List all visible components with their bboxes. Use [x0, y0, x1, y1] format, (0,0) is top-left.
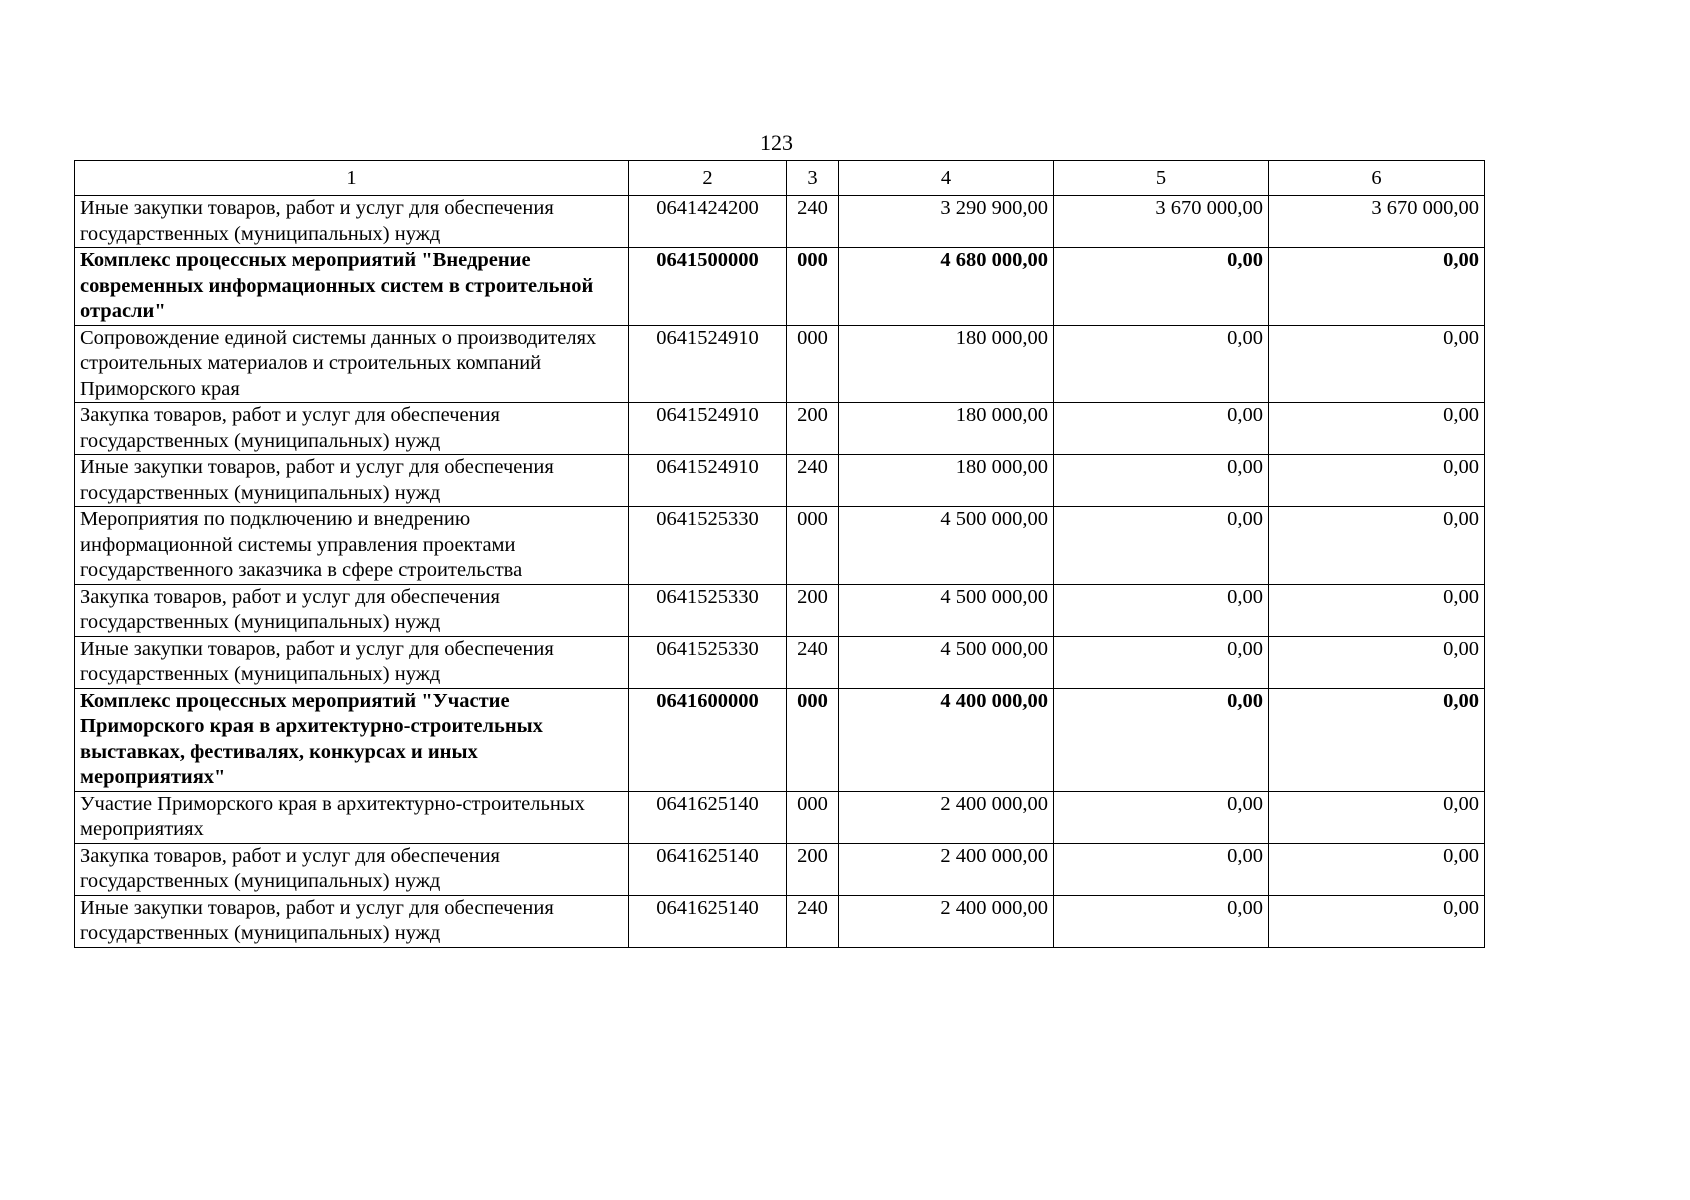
row-value-col4: 4 500 000,00: [839, 507, 1054, 585]
row-name: Сопровождение единой системы данных о производителях строительных материалов и строительных компаний Приморского края: [75, 325, 629, 403]
row-value-col4: 2 400 000,00: [839, 843, 1054, 895]
row-value-col5: 0,00: [1054, 455, 1269, 507]
row-name: Иные закупки товаров, работ и услуг для обеспечения государственных (муниципальных) нужд: [75, 455, 629, 507]
column-header-3: 3: [787, 161, 839, 196]
column-header-1: 1: [75, 161, 629, 196]
row-value-col5: 0,00: [1054, 403, 1269, 455]
row-value-col4: 4 500 000,00: [839, 584, 1054, 636]
row-value-col4: 4 500 000,00: [839, 636, 1054, 688]
row-expense-type: 240: [787, 895, 839, 947]
table-row: [75, 843, 1485, 895]
table-row: [75, 248, 1485, 326]
row-target-code: 0641424200: [629, 196, 787, 248]
row-value-col6: 0,00: [1269, 584, 1485, 636]
row-expense-type: 200: [787, 584, 839, 636]
row-value-col4: 4 680 000,00: [839, 248, 1054, 326]
row-target-code: 0641525330: [629, 584, 787, 636]
table-row: [75, 507, 1485, 585]
row-name: Комплекс процессных мероприятий "Участие Приморского края в архитектурно-строительных выставках, фестивалях, конкурсах и иных мероприятиях": [75, 688, 629, 791]
row-value-col6: 0,00: [1269, 325, 1485, 403]
row-value-col6: 0,00: [1269, 636, 1485, 688]
row-target-code: 0641524910: [629, 403, 787, 455]
budget-table: [74, 160, 1485, 948]
row-target-code: 0641625140: [629, 791, 787, 843]
row-target-code: 0641524910: [629, 455, 787, 507]
row-target-code: 0641625140: [629, 895, 787, 947]
row-value-col6: 0,00: [1269, 791, 1485, 843]
row-expense-type: 240: [787, 636, 839, 688]
table-row: [75, 791, 1485, 843]
row-expense-type: 000: [787, 791, 839, 843]
row-name: Участие Приморского края в архитектурно-строительных мероприятиях: [75, 791, 629, 843]
row-value-col4: 180 000,00: [839, 325, 1054, 403]
table-row: [75, 584, 1485, 636]
row-target-code: 0641600000: [629, 688, 787, 791]
row-value-col6: 0,00: [1269, 507, 1485, 585]
row-value-col6: 0,00: [1269, 455, 1485, 507]
row-value-col4: 3 290 900,00: [839, 196, 1054, 248]
row-value-col4: 180 000,00: [839, 403, 1054, 455]
table-row: [75, 895, 1485, 947]
row-value-col5: 0,00: [1054, 248, 1269, 326]
row-name: Закупка товаров, работ и услуг для обеспечения государственных (муниципальных) нужд: [75, 843, 629, 895]
row-value-col6: 0,00: [1269, 895, 1485, 947]
row-expense-type: 000: [787, 325, 839, 403]
row-value-col5: 0,00: [1054, 895, 1269, 947]
row-value-col5: 0,00: [1054, 688, 1269, 791]
row-target-code: 0641525330: [629, 507, 787, 585]
row-value-col6: 0,00: [1269, 688, 1485, 791]
column-header-2: 2: [629, 161, 787, 196]
table-body: [75, 196, 1485, 948]
page-number: 123: [760, 130, 793, 155]
row-value-col6: 0,00: [1269, 248, 1485, 326]
row-target-code: 0641625140: [629, 843, 787, 895]
row-name: Иные закупки товаров, работ и услуг для обеспечения государственных (муниципальных) нужд: [75, 196, 629, 248]
table-row: [75, 196, 1485, 248]
row-value-col5: 3 670 000,00: [1054, 196, 1269, 248]
row-value-col4: 180 000,00: [839, 455, 1054, 507]
row-name: Иные закупки товаров, работ и услуг для обеспечения государственных (муниципальных) нужд: [75, 895, 629, 947]
row-value-col5: 0,00: [1054, 636, 1269, 688]
row-name: Мероприятия по подключению и внедрению информационной системы управления проектами государственного заказчика в сфере строительства: [75, 507, 629, 585]
row-value-col4: 2 400 000,00: [839, 791, 1054, 843]
table-row: [75, 455, 1485, 507]
row-name: Иные закупки товаров, работ и услуг для обеспечения государственных (муниципальных) нужд: [75, 636, 629, 688]
row-value-col5: 0,00: [1054, 584, 1269, 636]
row-name: Закупка товаров, работ и услуг для обеспечения государственных (муниципальных) нужд: [75, 584, 629, 636]
row-expense-type: 000: [787, 248, 839, 326]
row-target-code: 0641525330: [629, 636, 787, 688]
table-row: [75, 325, 1485, 403]
row-value-col6: 3 670 000,00: [1269, 196, 1485, 248]
table-row: [75, 688, 1485, 791]
table-header: [75, 161, 1485, 196]
row-expense-type: 200: [787, 843, 839, 895]
row-value-col4: 4 400 000,00: [839, 688, 1054, 791]
row-value-col4: 2 400 000,00: [839, 895, 1054, 947]
row-name: Закупка товаров, работ и услуг для обеспечения государственных (муниципальных) нужд: [75, 403, 629, 455]
row-name: Комплекс процессных мероприятий "Внедрение современных информационных систем в строительной отрасли": [75, 248, 629, 326]
row-value-col6: 0,00: [1269, 843, 1485, 895]
row-expense-type: 000: [787, 688, 839, 791]
header-row: [75, 161, 1485, 196]
row-value-col5: 0,00: [1054, 843, 1269, 895]
column-header-5: 5: [1054, 161, 1269, 196]
row-expense-type: 000: [787, 507, 839, 585]
row-expense-type: 240: [787, 196, 839, 248]
table-row: [75, 636, 1485, 688]
row-expense-type: 200: [787, 403, 839, 455]
row-value-col5: 0,00: [1054, 325, 1269, 403]
row-target-code: 0641524910: [629, 325, 787, 403]
column-header-6: 6: [1269, 161, 1485, 196]
row-value-col5: 0,00: [1054, 507, 1269, 585]
row-target-code: 0641500000: [629, 248, 787, 326]
row-value-col5: 0,00: [1054, 791, 1269, 843]
row-expense-type: 240: [787, 455, 839, 507]
table-row: [75, 403, 1485, 455]
row-value-col6: 0,00: [1269, 403, 1485, 455]
column-header-4: 4: [839, 161, 1054, 196]
